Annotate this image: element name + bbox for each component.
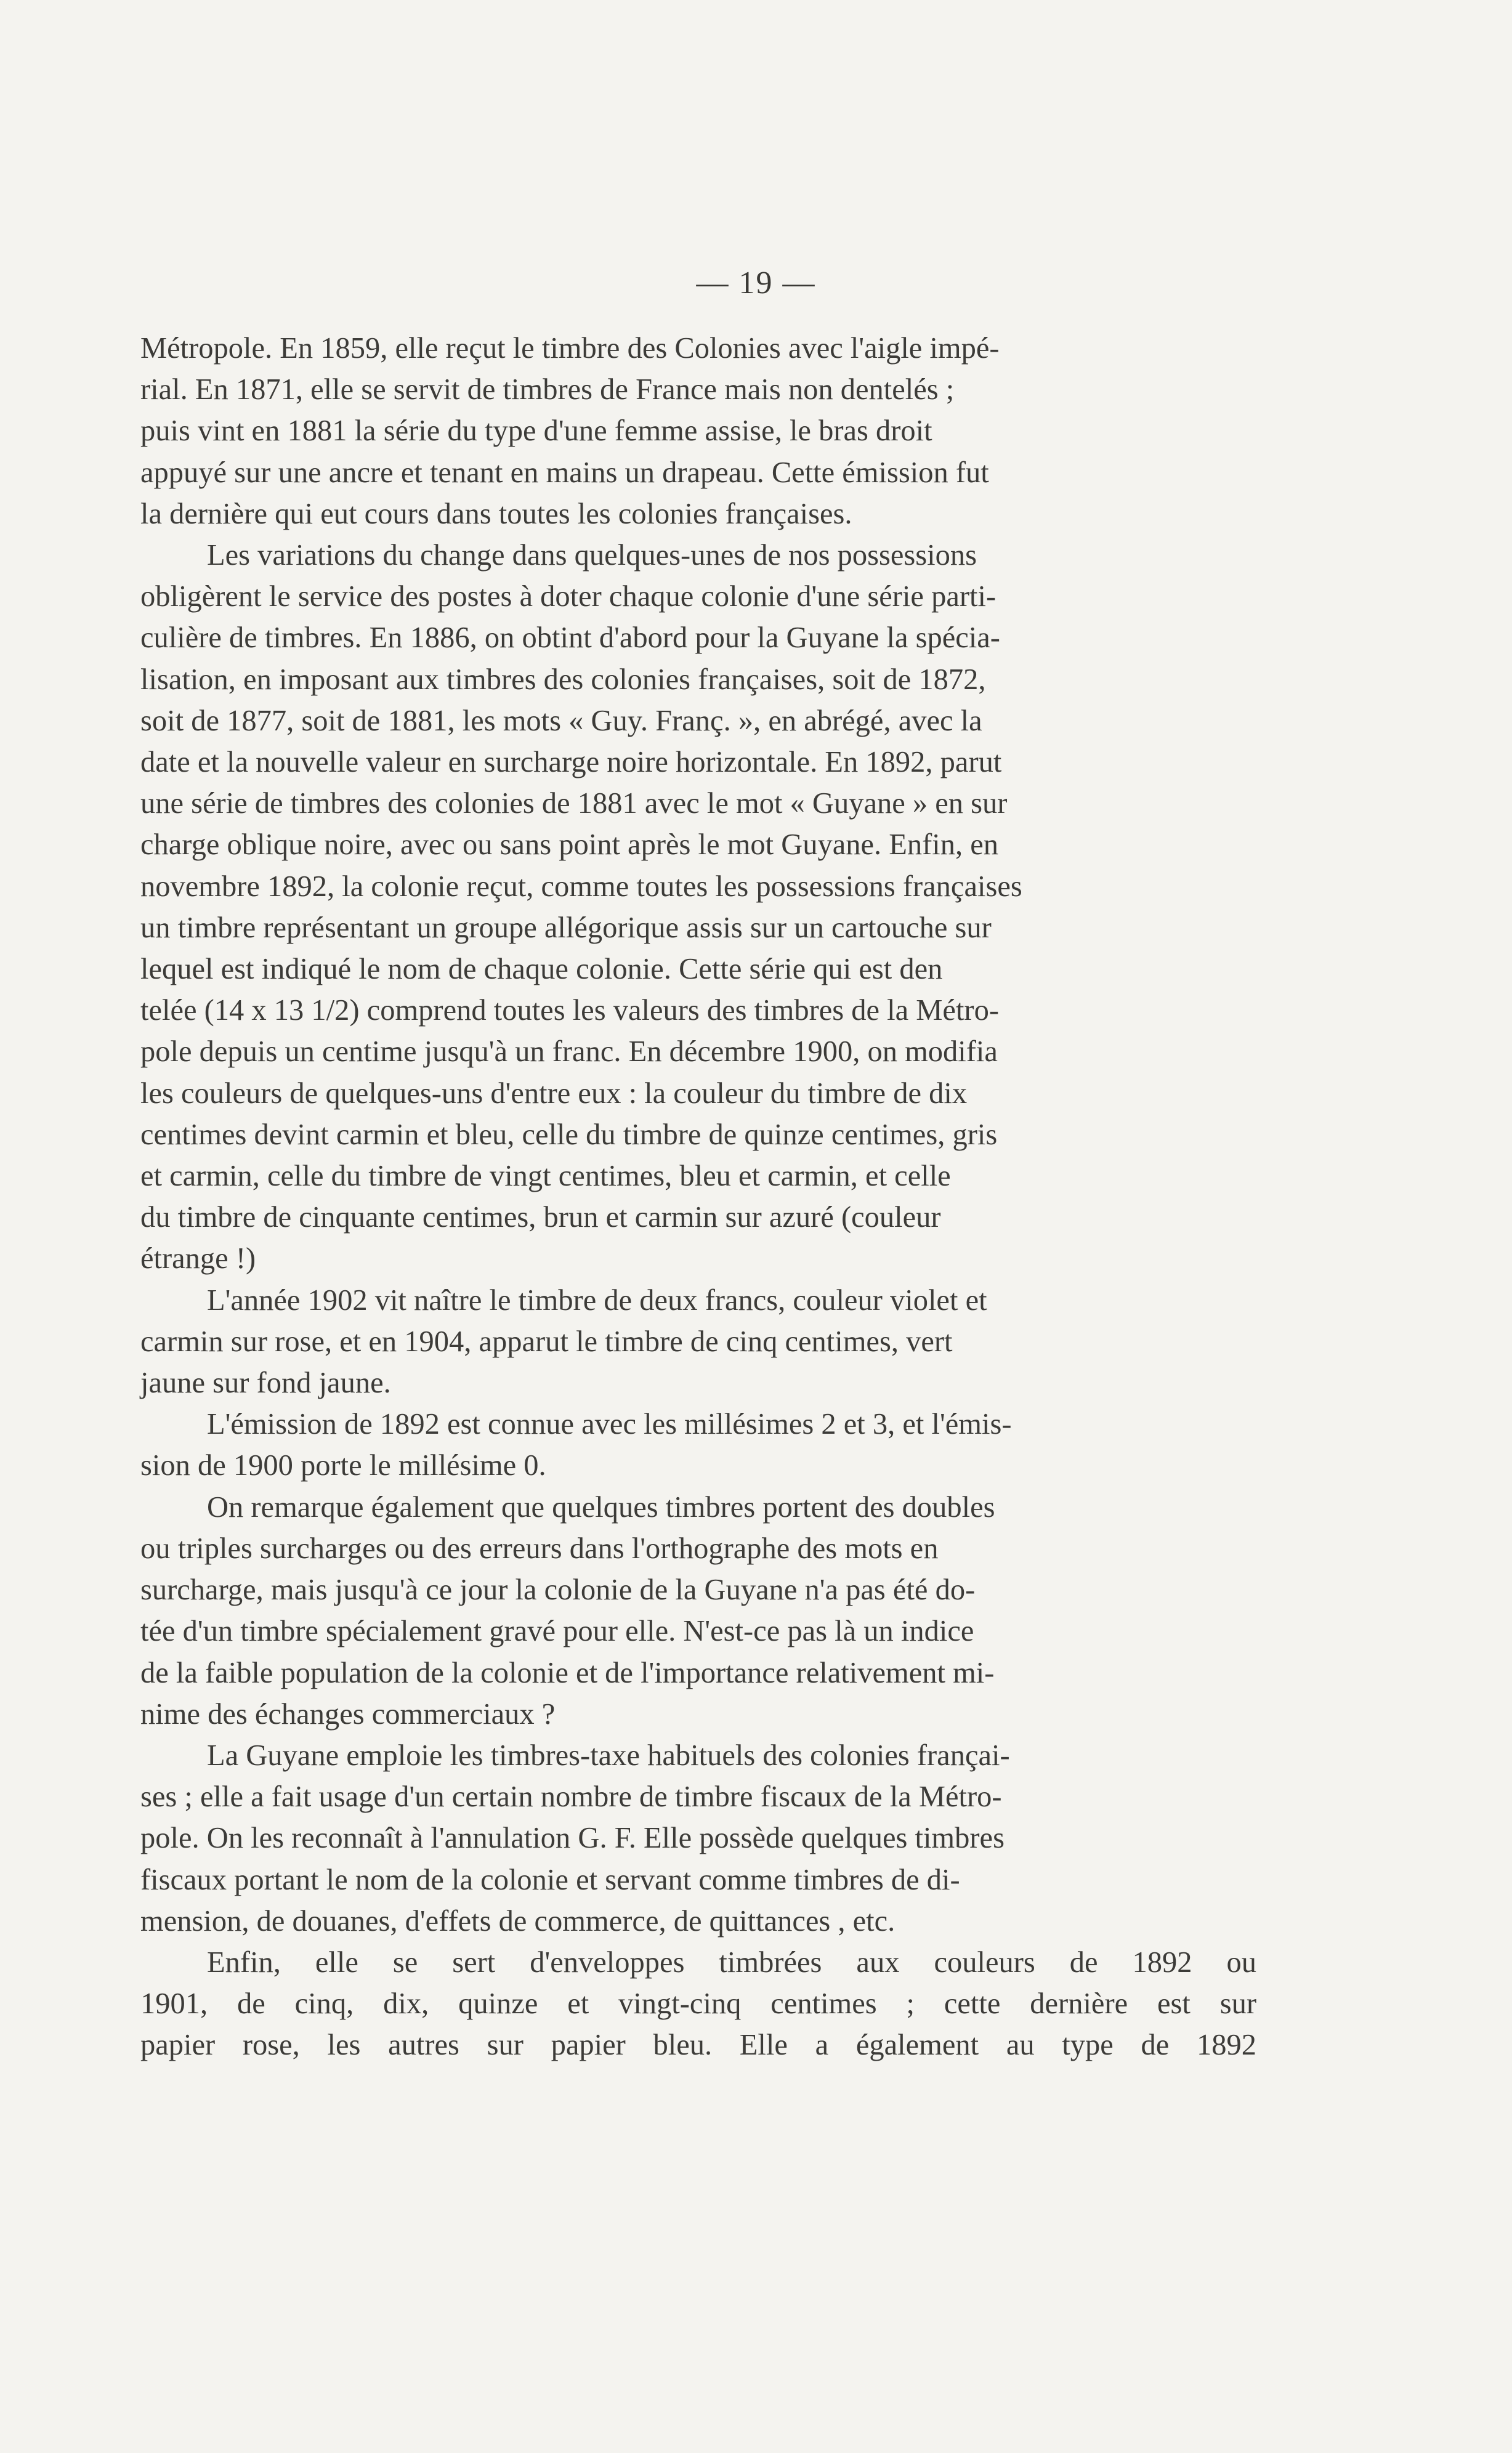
text-line: telée (14 x 13 1/2) comprend toutes les valeurs des timbres de la Métro- xyxy=(140,994,999,1027)
text-line: ses ; elle a fait usage d'un certain nombre de timbre fiscaux de la Métro- xyxy=(140,1780,1002,1814)
text-line: les couleurs de quelques-uns d'entre eux : la couleur du timbre de dix xyxy=(140,1077,968,1110)
text-line: un timbre représentant un groupe allégorique assis sur un cartouche sur xyxy=(140,911,992,944)
text-line: charge oblique noire, avec ou sans point après le mot Guyane. Enfin, en xyxy=(140,828,999,862)
text-line: soit de 1877, soit de 1881, les mots « Guy. Franç. », en abrégé, avec la xyxy=(140,704,982,737)
text-line: papier rose, les autres sur papier bleu. Elle a également au type de 1892 xyxy=(140,2029,1256,2062)
text-line: L'émission de 1892 est connue avec les millésimes 2 et 3, et l'émis- xyxy=(207,1408,1012,1441)
text-line: On remarque également que quelques timbres portent des doubles xyxy=(207,1490,995,1524)
text-line: Les variations du change dans quelques-unes de nos possessions xyxy=(207,539,977,572)
text-line: une série de timbres des colonies de 1881 avec le mot « Guyane » en sur xyxy=(140,787,1008,820)
text-line: culière de timbres. En 1886, on obtint d'abord pour la Guyane la spécia- xyxy=(140,621,1000,655)
text-line: Métropole. En 1859, elle reçut le timbre des Colonies avec l'aigle impé- xyxy=(140,332,1000,365)
text-line: Enfin, elle se sert d'enveloppes timbrées aux couleurs de 1892 ou xyxy=(207,1946,1256,1979)
text-line: date et la nouvelle valeur en surcharge noire horizontale. En 1892, parut xyxy=(140,746,1002,779)
paragraph xyxy=(140,1404,1256,1486)
paragraph xyxy=(140,535,1256,1280)
text-line: lisation, en imposant aux timbres des colonies françaises, soit de 1872, xyxy=(140,663,986,696)
text-line: rial. En 1871, elle se servit de timbres de France mais non dentelés ; xyxy=(140,373,955,406)
text-line: obligèrent le service des postes à doter chaque colonie d'une série parti- xyxy=(140,580,997,613)
text-line: L'année 1902 vit naître le timbre de deux francs, couleur violet et xyxy=(207,1283,987,1317)
paragraph xyxy=(140,328,1256,535)
paragraph xyxy=(140,1735,1256,1942)
text-line: surcharge, mais jusqu'à ce jour la colonie de la Guyane n'a pas été do- xyxy=(140,1574,976,1607)
text-line: sion de 1900 porte le millésime 0. xyxy=(140,1449,546,1482)
text-line: de la faible population de la colonie et de l'importance relativement mi- xyxy=(140,1656,995,1689)
text-line: jaune sur fond jaune. xyxy=(140,1367,391,1400)
text-line: nime des échanges commerciaux ? xyxy=(140,1697,556,1731)
body-text xyxy=(140,328,1256,2066)
text-line: lequel est indiqué le nom de chaque colonie. Cette série qui est den xyxy=(140,953,943,986)
text-line: et carmin, celle du timbre de vingt centimes, bleu et carmin, et celle xyxy=(140,1160,951,1193)
text-line: centimes devint carmin et bleu, celle du timbre de quinze centimes, gris xyxy=(140,1118,998,1151)
text-line: La Guyane emploie les timbres-taxe habituels des colonies françai- xyxy=(207,1739,1010,1772)
paragraph xyxy=(140,1942,1256,2066)
text-line: du timbre de cinquante centimes, brun et carmin sur azuré (couleur xyxy=(140,1201,941,1234)
text-line: fiscaux portant le nom de la colonie et servant comme timbres de di- xyxy=(140,1863,960,1896)
text-line: 1901, de cinq, dix, quinze et vingt-cinq centimes ; cette dernière est sur xyxy=(140,1987,1256,2021)
text-line: tée d'un timbre spécialement gravé pour elle. N'est-ce pas là un indice xyxy=(140,1615,974,1648)
text-line: pole depuis un centime jusqu'à un franc. En décembre 1900, on modifia xyxy=(140,1035,998,1069)
text-line: appuyé sur une ancre et tenant en mains un drapeau. Cette émission fut xyxy=(140,456,989,489)
text-line: étrange !) xyxy=(140,1242,256,1275)
text-line: ou triples surcharges ou des erreurs dans l'orthographe des mots en xyxy=(140,1532,939,1565)
paragraph xyxy=(140,1280,1256,1404)
paragraph xyxy=(140,1487,1256,1735)
text-line: la dernière qui eut cours dans toutes les colonies françaises. xyxy=(140,497,852,530)
text-line: pole. On les reconnaît à l'annulation G. F. Elle possède quelques timbres xyxy=(140,1822,1005,1855)
text-line: novembre 1892, la colonie reçut, comme toutes les possessions françaises xyxy=(140,870,1022,903)
text-line: mension, de douanes, d'effets de commerce, de quittances , etc. xyxy=(140,1904,895,1938)
text-line: puis vint en 1881 la série du type d'une femme assise, le bras droit xyxy=(140,414,932,448)
page-number: — 19 — xyxy=(696,265,816,301)
text-line: carmin sur rose, et en 1904, apparut le timbre de cinq centimes, vert xyxy=(140,1325,953,1358)
